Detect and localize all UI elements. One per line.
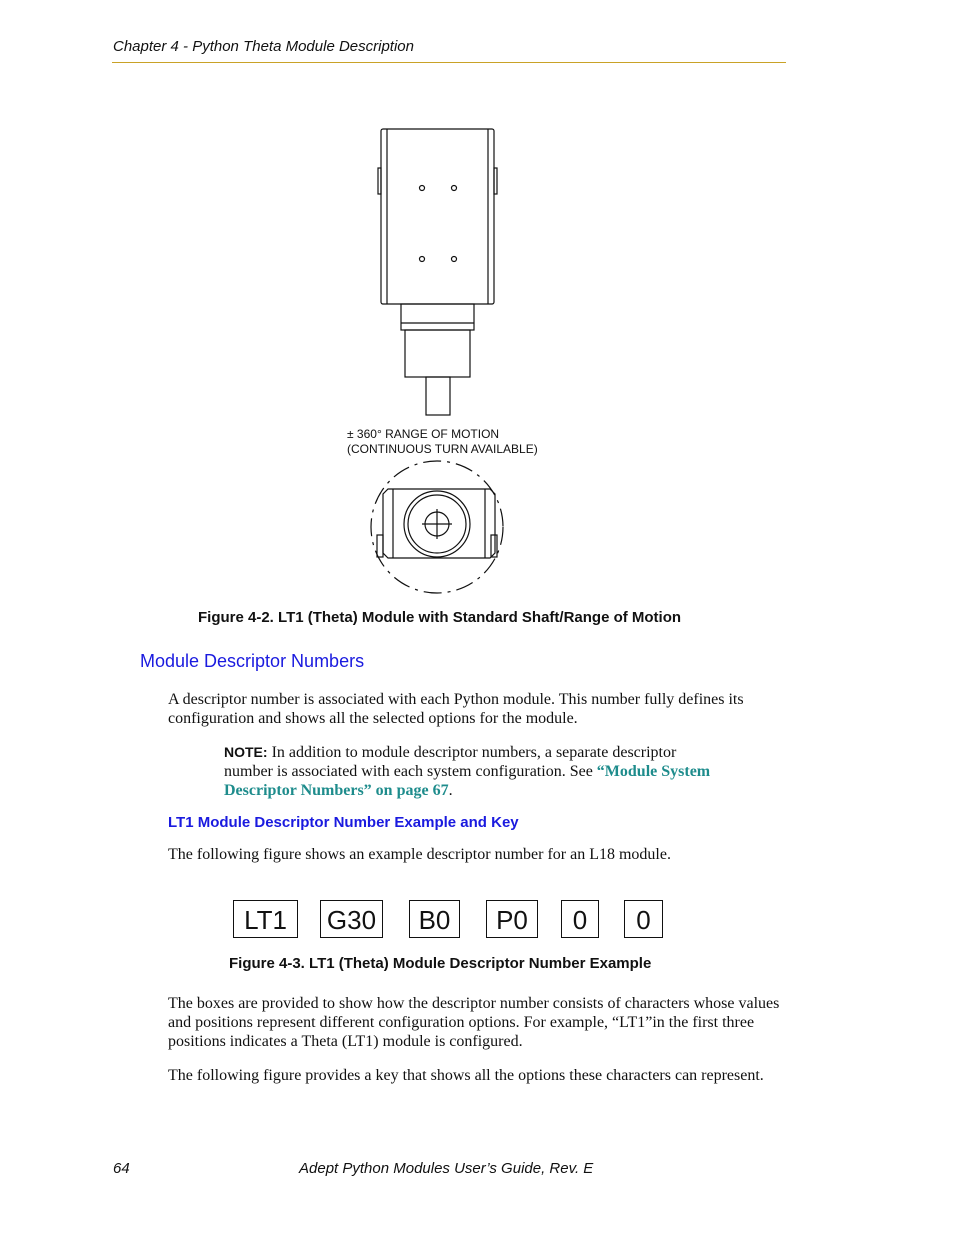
subsection-heading: LT1 Module Descriptor Number Example and Key: [168, 814, 519, 831]
section-heading: Module Descriptor Numbers: [140, 651, 365, 671]
range-label-line2: (CONTINUOUS TURN AVAILABLE): [347, 442, 538, 456]
note-label: NOTE:: [224, 744, 268, 760]
paragraph: The following figure provides a key that shows all the options these characters can represent.: [168, 1067, 764, 1084]
descriptor-box: B0: [409, 900, 460, 938]
descriptor-box: 0: [624, 900, 663, 938]
note-end: .: [448, 782, 453, 799]
page-number: 64: [113, 1160, 130, 1177]
document-title: Adept Python Modules User’s Guide, Rev. E: [299, 1160, 594, 1177]
range-label-line1: ± 360° RANGE OF MOTION: [347, 427, 500, 441]
header-rule: [112, 62, 786, 63]
theta-module-drawing: [330, 120, 560, 600]
note: [224, 743, 724, 800]
paragraph: The following figure shows an example descriptor number for an L18 module.: [168, 846, 671, 863]
paragraph: The boxes are provided to show how the descriptor number consists of characters whose values and positions represent different configuration options. For example, “LT1”in the first three positions indicates a Theta (LT1) module is configured.: [168, 995, 780, 1050]
paragraph: A descriptor number is associated with each Python module. This number fully defines its configuration and shows all the selected options for the module.: [168, 691, 744, 727]
descriptor-box: LT1: [233, 900, 298, 938]
descriptor-box: 0: [561, 900, 599, 938]
note-text: In addition to module descriptor numbers, a separate descriptor number is associated with each system configuration. See: [224, 744, 677, 780]
cross-reference-link[interactable]: “Module System Descriptor Numbers” on page 67: [224, 763, 711, 799]
descriptor-box: G30: [320, 900, 383, 938]
figure-caption: Figure 4-2. LT1 (Theta) Module with Standard Shaft/Range of Motion: [198, 609, 682, 626]
running-header: Chapter 4 - Python Theta Module Description: [113, 38, 414, 55]
figure-caption: Figure 4-3. LT1 (Theta) Module Descriptor Number Example: [229, 955, 652, 972]
descriptor-box: P0: [486, 900, 538, 938]
